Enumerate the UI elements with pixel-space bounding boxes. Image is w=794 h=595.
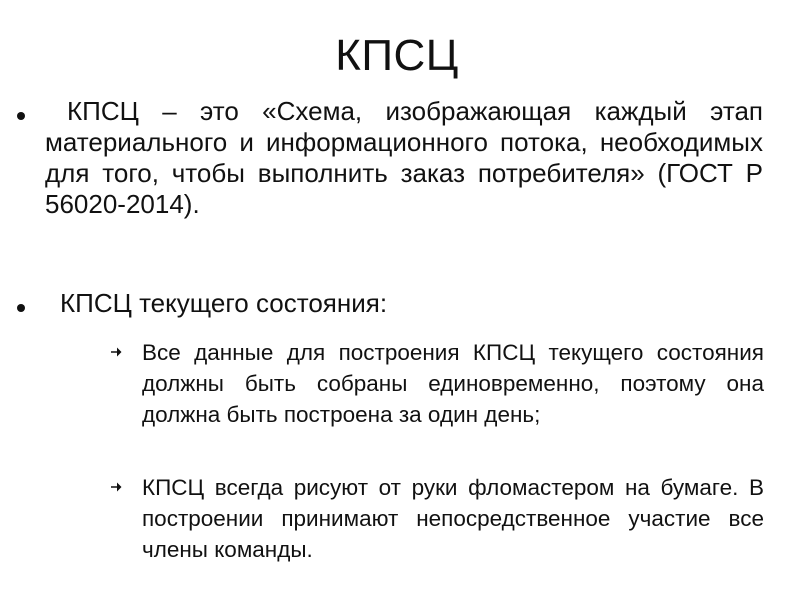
- bullet-dot-icon: [17, 304, 25, 312]
- bullet-text: КПСЦ текущего состояния:: [60, 288, 388, 318]
- arrow-right-icon: [110, 342, 122, 362]
- sub-bullet-text: КПСЦ всегда рисуют от руки фломастером на бумаге. В построении принимают непосредственное участие все члены команды.: [142, 475, 764, 562]
- sub-bullet-text: Все данные для построения КПСЦ текущего состояния должны быть собраны единовременно, поэтому она должна быть построена за один день;: [142, 340, 764, 427]
- slide-title: КПСЦ: [335, 31, 459, 80]
- bullet-text: КПСЦ – это «Схема, изображающая каждый этап материального и информационного потока, необходимых для того, чтобы выполнить заказ потребителя» (ГОСТ Р 56020-2014).: [45, 96, 763, 219]
- bullet-dot-icon: [17, 112, 25, 120]
- arrow-right-icon: [110, 477, 122, 497]
